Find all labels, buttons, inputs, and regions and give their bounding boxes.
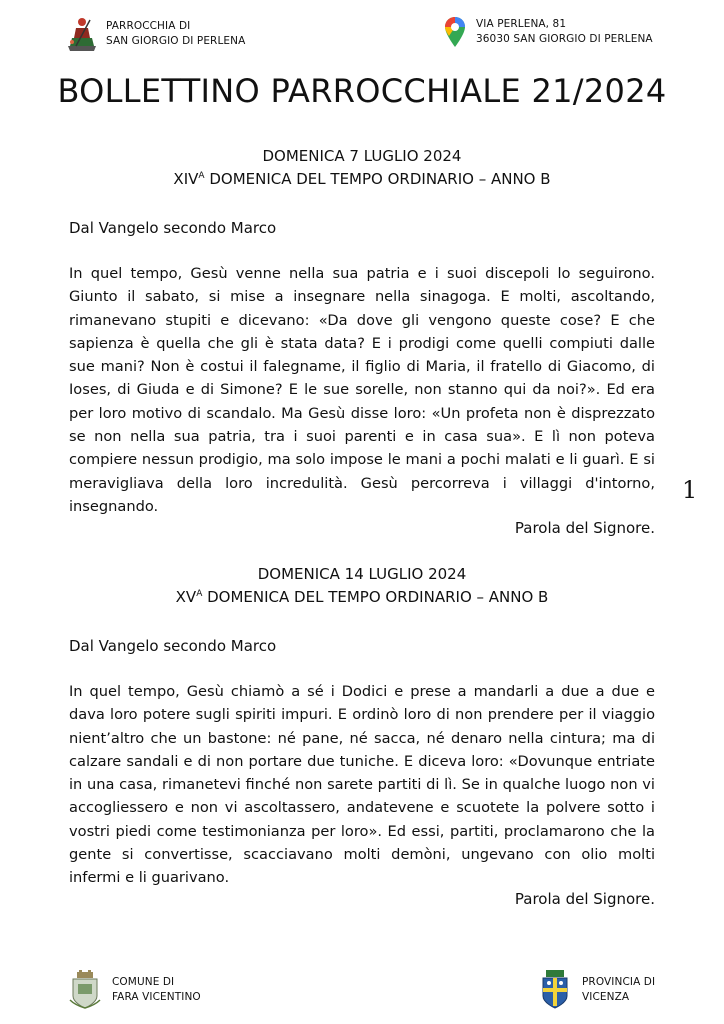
section2-date: DOMENICA 14 LUGLIO 2024 xyxy=(257,565,467,583)
section1-closing: Parola del Signore. xyxy=(514,519,655,537)
section2-intro: Dal Vangelo secondo Marco xyxy=(69,637,277,655)
header-parish xyxy=(66,16,245,52)
section1-gospel-text: In quel tempo, Gesù venne nella sua patria e i suoi discepoli lo seguirono. Giunto il sabato, si mise a insegnare nella sinagoga. E molti, ascoltando, rimanevano stupiti e dicevano: «Da dove gli vengono queste cose? E che sapienza è quella che gli è stata data? E i prodigi come quelli compiuti dalle sue mani? Non è costui il falegname, il figlio di Maria, il fratello di Giacomo, di Ioses, di Giuda e di Simone? E le sue sorelle, non stanno qui da noi?». Ed era per loro motivo di scandalo. Ma Gesù disse loro: «Un profeta non è disprezzato se non nella sua patria, tra i suoi parenti e in casa sua». E lì non poteva compiere nessun prodigio, ma solo impose le mani a pochi malati e li guarì. E si meravigliava della loro incredulità. Gesù percorreva i villaggi d'intorno, insegnando. xyxy=(69,265,655,515)
footer-comune-line1: COMUNE DI xyxy=(112,976,175,988)
section2-closing: Parola del Signore. xyxy=(514,890,655,908)
section1-sunday xyxy=(0,170,724,188)
section1-intro: Dal Vangelo secondo Marco xyxy=(69,219,277,237)
header-parish-line1: PARROCCHIA DI xyxy=(106,20,191,32)
footer-comune-line2: FARA VICENTINO xyxy=(112,991,201,1003)
section1-sunday-numeral: XIV xyxy=(173,170,199,188)
section2-gospel-text: In quel tempo, Gesù chiamò a sé i Dodici e prese a mandarli a due a due e dava loro potere sugli spiriti impuri. E ordinò loro di non prendere per il viaggio nient’altro che un bastone: né pane, né sacca, né denaro nella cintura; ma di calzare sandali e di non portare due tuniche. E diceva loro: «Dovunque entriate in una casa, rimanetevi finché non sarete partiti di lì. Se in qualche luogo non vi accogliessero e non vi ascoltassero, andatevene e scuotete la polvere sotto i vostri piedi come testimonianza per loro». Ed essi, partiti, proclamarono che la gente si convertisse, scacciavano molti demòni, ungevano con olio molti infermi e li guarivano. xyxy=(69,683,655,887)
section1-sunday-rest: DOMENICA DEL TEMPO ORDINARIO – ANNO B xyxy=(204,170,551,188)
page-number: 1 xyxy=(682,476,698,504)
section2-sunday-sup: A xyxy=(196,589,203,599)
header-address-line2: 36030 SAN GIORGIO DI PERLENA xyxy=(476,33,653,45)
section1-date: DOMENICA 7 LUGLIO 2024 xyxy=(262,147,462,165)
section2-sunday-numeral: XV xyxy=(175,588,197,606)
footer-provincia xyxy=(538,970,655,1010)
map-pin-icon xyxy=(444,16,466,48)
provincia-crest-icon xyxy=(538,970,572,1010)
footer-comune xyxy=(68,970,201,1010)
footer-provincia-line1: PROVINCIA DI xyxy=(582,976,656,988)
header-parish-line2: SAN GIORGIO DI PERLENA xyxy=(106,35,246,47)
header-address-line1: VIA PERLENA, 81 xyxy=(476,18,567,30)
header-address xyxy=(442,16,653,48)
section2-sunday xyxy=(0,588,724,606)
comune-crest-icon xyxy=(68,970,102,1010)
footer-provincia-line2: VICENZA xyxy=(582,991,630,1003)
saint-george-logo-icon xyxy=(66,16,98,52)
bulletin-title: BOLLETTINO PARROCCHIALE 21/2024 xyxy=(57,72,667,110)
section1-sunday-sup: A xyxy=(198,171,205,181)
section2-sunday-rest: DOMENICA DEL TEMPO ORDINARIO – ANNO B xyxy=(202,588,549,606)
